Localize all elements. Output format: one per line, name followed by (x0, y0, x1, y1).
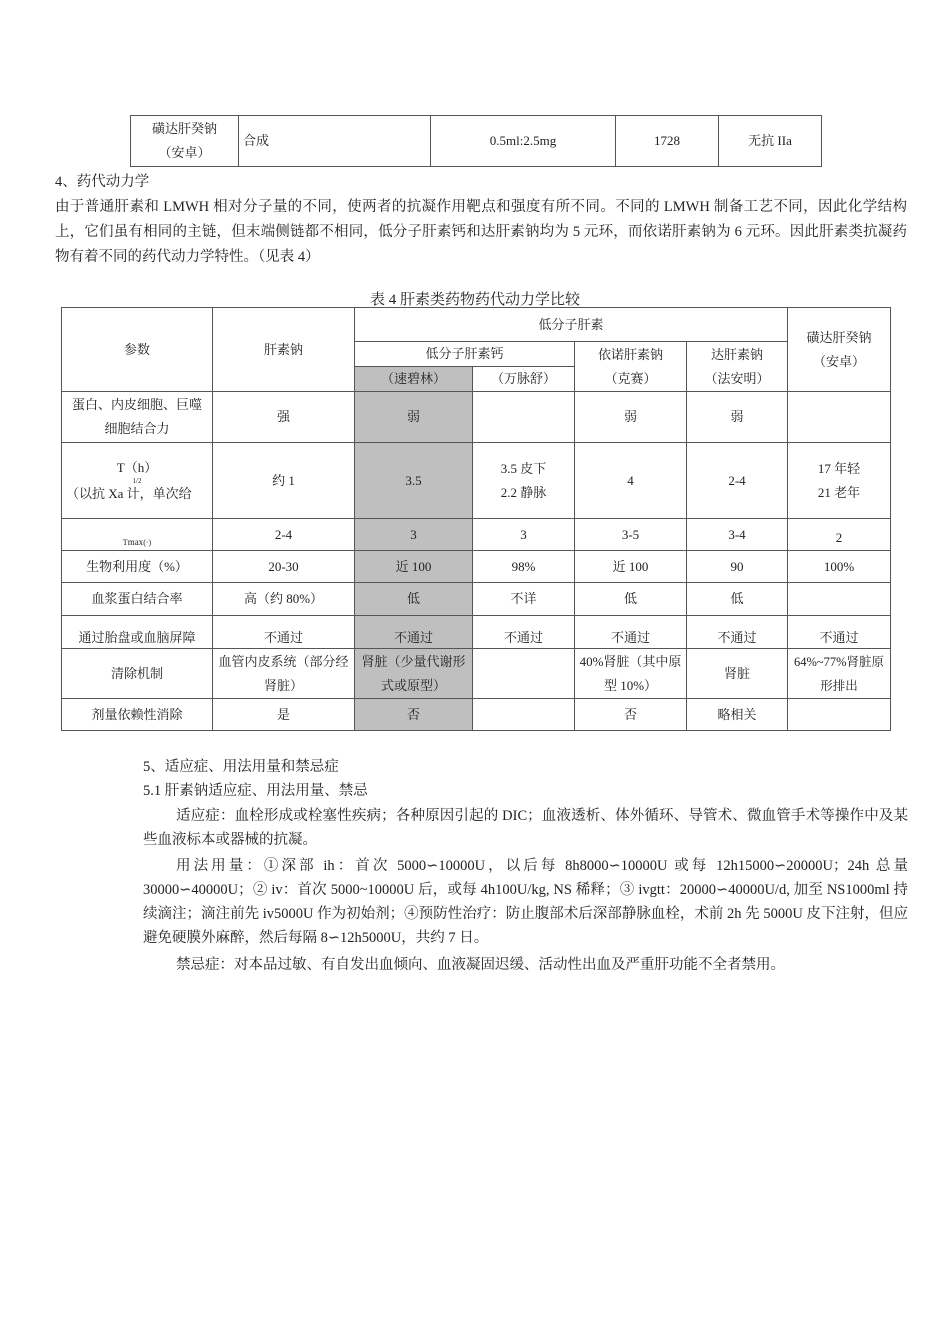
cell: 不通过 (788, 616, 891, 649)
cell: 3-5 (575, 519, 687, 551)
cell: 2 (788, 519, 891, 551)
section5-heading: 5、适应症、用法用量和禁忌症 (143, 759, 339, 775)
section4-paragraph: 由于普通肝素和 LMWH 相对分子量的不同，使两者的抗凝作用靶点和强度有所不同。不同的 LMWH 制备工艺不同，因此化学结构上，它们虽有相同的主链，但末端侧链都不相同，低分子肝素钙和达肝素钠均为 5 元环，而依诺肝素钠为 6 元环。因此肝素类抗凝药物有着不同的药代动力学特性。（见表 4） (55, 199, 907, 265)
cell: 肾脏（少量代谢形式或原型） (355, 649, 473, 699)
header-sub1: （速碧林） (355, 367, 473, 392)
top-table (130, 115, 822, 167)
cell: 近 100 (575, 551, 687, 583)
cell: 低 (575, 583, 687, 616)
cell (473, 443, 575, 519)
cell: 弱 (687, 392, 788, 443)
cell: 3 (355, 519, 473, 551)
row-label: 剂量依赖性消除 (62, 699, 213, 731)
cell-line: 21 老年 (817, 484, 861, 500)
header-enox-brand: （克赛） (604, 370, 657, 386)
cell: 是 (213, 699, 355, 731)
cell (788, 443, 891, 519)
cell: 3-4 (687, 519, 788, 551)
cell (788, 583, 891, 616)
row-label-c: (·) (143, 538, 152, 547)
header-param: 参数 (62, 308, 213, 392)
drug-name-cell (131, 116, 239, 167)
cell: 不通过 (687, 616, 788, 649)
cell: 不通过 (473, 616, 575, 649)
activity-cell: 无抗 IIa (719, 116, 822, 167)
cell (473, 392, 575, 443)
cell: 不通过 (355, 616, 473, 649)
cell (788, 392, 891, 443)
cell: 20-30 (213, 551, 355, 583)
header-fonda-name: 磺达肝癸钠 (806, 329, 872, 345)
header-lmwh-ca: 低分子肝素钙 (355, 342, 575, 367)
cell: 4 (575, 443, 687, 519)
table-row (62, 583, 891, 616)
header-sub2: （万脉舒） (473, 367, 575, 392)
spec-cell: 0.5ml:2.5mg (431, 116, 616, 167)
row-label: 生物利用度（%） (62, 551, 213, 583)
cell (788, 699, 891, 731)
section5-subheading: 5.1 肝素钠适应症、用法用量、禁忌 (143, 783, 368, 799)
table-row (62, 443, 891, 519)
row-label: 通过胎盘或血脑屏障 (62, 616, 213, 649)
cell: 弱 (575, 392, 687, 443)
row-label-a: T (122, 538, 128, 547)
cell (473, 649, 575, 699)
header-dalt (687, 342, 788, 392)
row-label: 血浆蛋白结合率 (62, 583, 213, 616)
header-fonda (788, 308, 891, 392)
cell: 略相关 (687, 699, 788, 731)
table-row (62, 392, 891, 443)
table-row (62, 649, 891, 699)
cell (473, 699, 575, 731)
usage-paragraph: 用法用量：①深部 ih：首次 5000∽10000U，以后每 8h8000∽10000U 或每 12h15000∽20000U；24h 总量 30000∽40000U；② iv：首次 5000~10000U 后，或每 4h100U/kg, NS 稀释；③ ivgtt：20000∽40000U/d, 加至 NS1000ml 持续滴注；滴注前先 iv5000U 作为初始剂；④预防性治疗：防止腹部术后深部静脉血栓，术前 2h 先 5000U 皮下注射，但应避免硬膜外麻醉，然后每隔 8∽12h5000U，共约 7 日。 (143, 858, 908, 946)
row-label: 清除机制 (62, 649, 213, 699)
cell: 弱 (355, 392, 473, 443)
cell: 3.5 (355, 443, 473, 519)
cell: 64%~77%肾脏原形排出 (788, 649, 891, 699)
contraindication-paragraph: 禁忌症：对本品过敏、有自发出血倾向、血液凝固迟缓、活动性出血及严重肝功能不全者禁用。 (176, 957, 785, 973)
cell: 不通过 (575, 616, 687, 649)
table-row (62, 519, 891, 551)
cell: 3 (473, 519, 575, 551)
cell: 否 (355, 699, 473, 731)
header-enox (575, 342, 687, 392)
table-row (62, 551, 891, 583)
pk-table (61, 307, 891, 731)
source-cell: 合成 (239, 116, 431, 167)
cell: 40%肾脏（其中原型 10%） (575, 649, 687, 699)
cell: 肾脏 (687, 649, 788, 699)
table-row (62, 699, 891, 731)
cell-line: 17 年轻 (817, 460, 861, 476)
cell: 2-4 (687, 443, 788, 519)
cell: 强 (213, 392, 355, 443)
cell: 约 1 (213, 443, 355, 519)
header-enox-name: 依诺肝素钠 (597, 346, 663, 362)
cell: 100% (788, 551, 891, 583)
header-dalt-name: 达肝素钠 (711, 346, 764, 362)
section4-heading: 4、药代动力学 (55, 174, 150, 190)
indication-paragraph: 适应症：血栓形成或栓塞性疾病；各种原因引起的 DIC；血液透析、体外循环、导管术、微血管手术等操作中及某些血液标本或器械的抗凝。 (143, 808, 908, 848)
cell: 90 (687, 551, 788, 583)
row-label-sub: 1/2 (132, 476, 142, 485)
cell: 不详 (473, 583, 575, 616)
drug-name: 磺达肝癸钠 (151, 121, 217, 136)
drug-brand: （安卓） (158, 145, 211, 160)
cell: 不通过 (213, 616, 355, 649)
cell: 高（约 80%） (213, 583, 355, 616)
cell: 低 (687, 583, 788, 616)
cell: 低 (355, 583, 473, 616)
cell: 2-4 (213, 519, 355, 551)
header-lmwh: 低分子肝素 (355, 308, 788, 342)
row-label (62, 443, 213, 519)
cell: 近 100 (355, 551, 473, 583)
row-label-b: （以抗 Xa 计，单次给 (66, 485, 192, 501)
number-cell: 1728 (616, 116, 719, 167)
cell-line: 3.5 皮下 (500, 460, 547, 476)
row-label (62, 519, 213, 551)
cell: 98% (473, 551, 575, 583)
header-fonda-brand: （安卓） (813, 353, 866, 369)
table-row (62, 616, 891, 649)
row-label-b: max (127, 537, 144, 547)
cell: 血管内皮系统（部分经肾脏） (213, 649, 355, 699)
header-heparin: 肝素钠 (213, 308, 355, 392)
row-label-a: T（h） (116, 459, 158, 475)
cell: 否 (575, 699, 687, 731)
table4-caption: 表 4 肝素类药物药代动力学比较 (369, 292, 580, 308)
row-label: 蛋白、内皮细胞、巨噬细胞结合力 (62, 392, 213, 443)
header-dalt-brand: （法安明） (704, 370, 770, 386)
cell-line: 2.2 静脉 (500, 484, 547, 500)
